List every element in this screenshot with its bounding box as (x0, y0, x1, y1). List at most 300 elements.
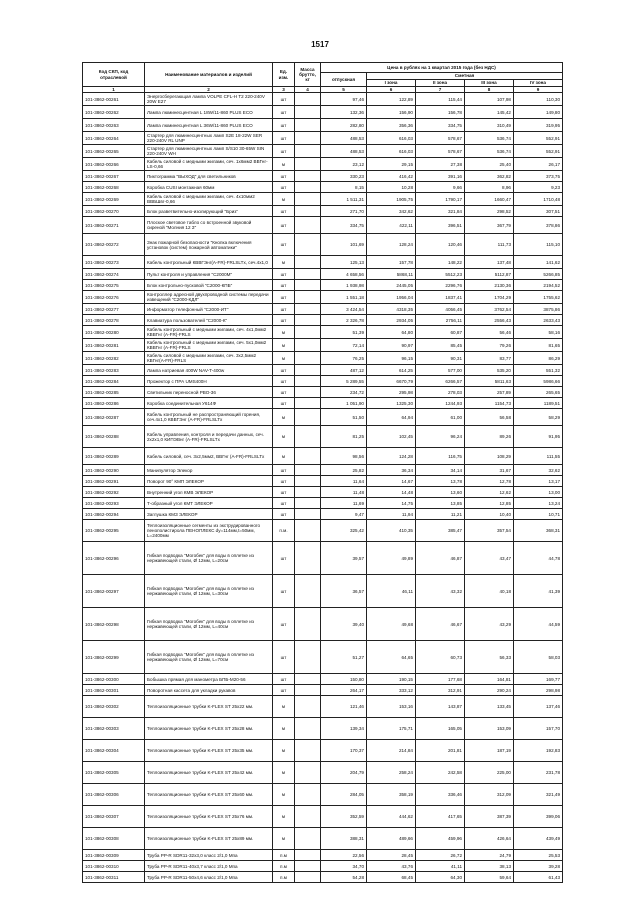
zone-4-price: 13,17 (514, 476, 563, 487)
release-price: 170,37 (321, 740, 367, 762)
table-row (83, 206, 563, 217)
zone-2-price: 34,14 (416, 465, 465, 476)
item-code: 101-3862-00292 (83, 487, 145, 498)
item-mass (295, 641, 321, 674)
column-number: 5 (321, 87, 367, 93)
item-code: 101-3862-00306 (83, 784, 145, 806)
zone-4-price: 137,46 (514, 696, 563, 718)
zone-2-price: 2756,11 (416, 315, 465, 326)
item-name: Блок разветвительно-изолирующий "Бриз" (145, 206, 273, 217)
item-unit: м (273, 193, 295, 206)
item-name: Теплоизоляционные трубки K-FLEX ST 25х76 мм. (145, 806, 273, 828)
header-release-price: отпускная (321, 73, 367, 87)
item-unit: шт (273, 641, 295, 674)
release-price: 150,80 (321, 674, 367, 685)
table-row (83, 509, 563, 520)
item-code: 101-3862-00290 (83, 465, 145, 476)
zone-4-price: 399,06 (514, 806, 563, 828)
zone-3-price: 310,49 (465, 119, 514, 132)
zone-4-price: 439,49 (514, 828, 563, 850)
item-name: Лампа люминесцентная L 36W/11-860 PLUS ECO (145, 119, 273, 132)
zone-2-price: 391,16 (416, 171, 465, 182)
column-number: 7 (416, 87, 465, 93)
zone-4-price: 169,77 (514, 674, 563, 685)
zone-3-price: 257,89 (465, 387, 514, 398)
table-row (83, 93, 563, 106)
item-mass (295, 487, 321, 498)
item-code: 101-3862-00278 (83, 315, 145, 326)
zone-3-price: 2556,43 (465, 315, 514, 326)
zone-2-price: 156,78 (416, 106, 465, 119)
header-zone-1: I зона (367, 80, 416, 87)
release-price: 5 289,55 (321, 376, 367, 387)
zone-2-price: 2296,76 (416, 280, 465, 291)
zone-2-price: 1837,41 (416, 291, 465, 304)
zone-3-price: 298,52 (465, 206, 514, 217)
zone-3-price: 12,85 (465, 498, 514, 509)
item-mass (295, 608, 321, 641)
item-mass (295, 685, 321, 696)
zone-2-price: 417,65 (416, 806, 465, 828)
item-mass (295, 145, 321, 158)
item-code: 101-3862-00270 (83, 206, 145, 217)
item-mass (295, 326, 321, 339)
zone-1-price: 124,28 (367, 448, 416, 465)
zone-2-price: 177,68 (416, 674, 465, 685)
release-price: 284,05 (321, 784, 367, 806)
zone-3-price: 107,98 (465, 93, 514, 106)
item-mass (295, 448, 321, 465)
release-price: 1 511,31 (321, 193, 367, 206)
release-price: 11,69 (321, 498, 367, 509)
release-price: 488,53 (321, 132, 367, 145)
release-price: 388,31 (321, 828, 367, 850)
zone-1-price: 2934,05 (367, 315, 416, 326)
zone-4-price: 157,70 (514, 718, 563, 740)
zone-3-price: 25,40 (465, 158, 514, 171)
zone-3-price: 145,42 (465, 106, 514, 119)
release-price: 54,28 (321, 872, 367, 883)
header-name: Наименование материалов и изделий (145, 63, 273, 87)
release-price: 139,34 (321, 718, 367, 740)
item-mass (295, 520, 321, 542)
item-unit: м (273, 158, 295, 171)
item-name: Светильник переносной РВО-36 (145, 387, 273, 398)
zone-1-price: 6670,79 (367, 376, 416, 387)
item-mass (295, 409, 321, 426)
item-code: 101-3862-00301 (83, 685, 145, 696)
item-mass (295, 376, 321, 387)
item-name: Знак пожарной безопасности "Кнопка включения установок (систем) пожарной автоматики" (145, 234, 273, 256)
item-name: Труба PP-R SDR11-40х3,7 класс 2/1,0 Мпа (145, 861, 273, 872)
zone-4-price: 551,32 (514, 365, 563, 376)
item-mass (295, 784, 321, 806)
zone-2-price: 336,46 (416, 784, 465, 806)
zone-2-price: 578,67 (416, 132, 465, 145)
zone-3-price: 83,77 (465, 352, 514, 365)
zone-1-price: 49,89 (367, 542, 416, 575)
item-unit: шт (273, 387, 295, 398)
zone-4-price: 26,17 (514, 158, 563, 171)
release-price: 121,46 (321, 696, 367, 718)
item-code: 101-3862-00282 (83, 352, 145, 365)
zone-2-price: 385,47 (416, 520, 465, 542)
zone-1-price: 1325,30 (367, 398, 416, 409)
header-code: Код СКП, код отраслевой (83, 63, 145, 87)
table-row (83, 182, 563, 193)
release-price: 11,48 (321, 487, 367, 498)
zone-2-price: 278,03 (416, 387, 465, 398)
item-code: 101-3862-00310 (83, 861, 145, 872)
zone-2-price: 116,75 (416, 448, 465, 465)
zone-4-price: 373,75 (514, 171, 563, 182)
zone-2-price: 143,87 (416, 696, 465, 718)
zone-4-price: 1755,62 (514, 291, 563, 304)
zone-1-price: 153,16 (367, 696, 416, 718)
table-row (83, 398, 563, 409)
release-price: 4 658,56 (321, 269, 367, 280)
zone-3-price: 111,73 (465, 234, 514, 256)
zone-3-price: 187,19 (465, 740, 514, 762)
zone-1-price: 1956,04 (367, 291, 416, 304)
table-row (83, 542, 563, 575)
item-mass (295, 872, 321, 883)
zone-4-price: 10,71 (514, 509, 563, 520)
item-code: 101-3862-00280 (83, 326, 145, 339)
zone-4-price: 2633,43 (514, 315, 563, 326)
release-price: 11,64 (321, 476, 367, 487)
item-unit: м (273, 784, 295, 806)
release-price: 3 424,54 (321, 304, 367, 315)
zone-2-price: 201,81 (416, 740, 465, 762)
table-row (83, 476, 563, 487)
zone-3-price: 312,09 (465, 784, 514, 806)
item-name: Информатор телефонный "С2000-ИТ" (145, 304, 273, 315)
zone-2-price: 46,87 (416, 542, 465, 575)
zone-1-price: 43,76 (367, 861, 416, 872)
item-code: 101-3862-00286 (83, 398, 145, 409)
table-row (83, 326, 563, 339)
item-name: Поворотная кассета для укладки рукавов (145, 685, 273, 696)
zone-4-price: 86,29 (514, 352, 563, 365)
zone-2-price: 5512,23 (416, 269, 465, 280)
item-unit: шт (273, 171, 295, 182)
item-code: 101-3862-00272 (83, 234, 145, 256)
zone-4-price: 192,83 (514, 740, 563, 762)
item-code: 101-3862-00265 (83, 145, 145, 158)
item-unit: шт (273, 465, 295, 476)
item-name: Блок контрольно-пусковой "С2000-КПБ" (145, 280, 273, 291)
zone-1-price: 356,36 (367, 119, 416, 132)
release-price: 25,82 (321, 465, 367, 476)
zone-4-price: 32,62 (514, 465, 563, 476)
zone-4-price: 149,80 (514, 106, 563, 119)
item-unit: шт (273, 487, 295, 498)
item-name: Стартер для люминесцентных ламп S2E 18-22W SER 220-240V RL UNP (145, 132, 273, 145)
zone-4-price: 5986,66 (514, 376, 563, 387)
zone-4-price: 321,49 (514, 784, 563, 806)
item-unit: шт (273, 145, 295, 158)
zone-3-price: 387,39 (465, 806, 514, 828)
item-code: 101-3862-00308 (83, 828, 145, 850)
zone-1-price: 36,34 (367, 465, 416, 476)
item-mass (295, 465, 321, 476)
zone-4-price: 1189,51 (514, 398, 563, 409)
table-row (83, 608, 563, 641)
zone-3-price: 133,45 (465, 696, 514, 718)
item-unit: м (273, 718, 295, 740)
item-unit: м (273, 828, 295, 850)
item-name: Кабель силовой с медными жилами, сеч. 4х10мм2 ВВБШвг-0,66 (145, 193, 273, 206)
item-name: Теплоизоляционные сегменты из экструдированного пенополистирола ПЕНОПЛЕКС dy=114мм,t=50мм, L=2400мм (145, 520, 273, 542)
release-price: 98,56 (321, 448, 367, 465)
table-row (83, 193, 563, 206)
zone-3-price: 59,64 (465, 872, 514, 883)
item-name: Кабель силовой с медными жилами, сеч. 1х6мм2 ВВГнг-LS-0,66 (145, 158, 273, 171)
item-mass (295, 93, 321, 106)
table-row (83, 872, 563, 883)
item-code: 101-3862-00266 (83, 158, 145, 171)
item-code: 101-3862-00288 (83, 426, 145, 448)
zone-1-price: 46,11 (367, 575, 416, 608)
zone-2-price: 6266,57 (416, 376, 465, 387)
item-mass (295, 718, 321, 740)
item-name: Кабель контрольный КВВГЭнг(А-FR)-FRLSLTx, сеч.4х1,0 (145, 256, 273, 269)
item-mass (295, 387, 321, 398)
item-mass (295, 304, 321, 315)
zone-2-price: 26,72 (416, 850, 465, 861)
zone-1-price: 64,94 (367, 409, 416, 426)
item-mass (295, 269, 321, 280)
zone-4-price: 61,43 (514, 872, 563, 883)
item-code: 101-3862-00261 (83, 93, 145, 106)
item-name: Контроллер адресной двухпроводной системы передачи извещений "С2000-КДЛ" (145, 291, 273, 304)
table-row (83, 784, 563, 806)
header-zone-4: IV зона (514, 80, 563, 87)
item-mass (295, 426, 321, 448)
table-row (83, 641, 563, 674)
zone-3-price: 31,67 (465, 465, 514, 476)
zone-2-price: 90,31 (416, 352, 465, 365)
zone-1-price: 416,42 (367, 171, 416, 182)
zone-4-price: 378,86 (514, 217, 563, 234)
release-price: 234,72 (321, 387, 367, 398)
item-name: Теплоизоляционные трубки K-FLEX ST 25х89 мм. (145, 828, 273, 850)
item-unit: шт (273, 685, 295, 696)
release-price: 271,70 (321, 206, 367, 217)
item-name: Заглушка КМЗ ЭЛЕКОР (145, 509, 273, 520)
item-name: Прожектор с ПРА UMS400H (145, 376, 273, 387)
table-row (83, 850, 563, 861)
zone-1-price: 14,75 (367, 498, 416, 509)
zone-1-price: 214,84 (367, 740, 416, 762)
zone-2-price: 396,51 (416, 217, 465, 234)
item-name: Внутренний угол КМВ ЭЛЕКОР (145, 487, 273, 498)
zone-3-price: 164,81 (465, 674, 514, 685)
header-zone-3: III зона (465, 80, 514, 87)
header-estimate-price: Сметная (367, 73, 563, 80)
item-unit: м (273, 256, 295, 269)
zone-1-price: 342,62 (367, 206, 416, 217)
table-row (83, 387, 563, 398)
zone-1-price: 14,67 (367, 476, 416, 487)
release-price: 76,25 (321, 352, 367, 365)
item-unit: шт (273, 608, 295, 641)
item-unit: шт (273, 280, 295, 291)
item-code: 101-3862-00299 (83, 641, 145, 674)
item-mass (295, 352, 321, 365)
release-price: 51,50 (321, 409, 367, 426)
release-price: 1 551,18 (321, 291, 367, 304)
zone-1-price: 444,62 (367, 806, 416, 828)
item-code: 101-3862-00287 (83, 409, 145, 426)
item-name: Манипулятор Элекор (145, 465, 273, 476)
table-row (83, 365, 563, 376)
table-row (83, 718, 563, 740)
item-code: 101-3862-00273 (83, 256, 145, 269)
zone-3-price: 3762,54 (465, 304, 514, 315)
item-mass (295, 498, 321, 509)
zone-4-price: 81,65 (514, 339, 563, 352)
item-name: Пиктограмма "ВЫХОД" для светильников (145, 171, 273, 182)
item-unit: п.м (273, 872, 295, 883)
zone-1-price: 333,12 (367, 685, 416, 696)
zone-2-price: 1244,93 (416, 398, 465, 409)
zone-3-price: 56,46 (465, 326, 514, 339)
item-code: 101-3862-00289 (83, 448, 145, 465)
item-unit: м (273, 352, 295, 365)
release-price: 34,70 (321, 861, 367, 872)
table-row (83, 304, 563, 315)
zone-2-price: 120,46 (416, 234, 465, 256)
zone-2-price: 1790,17 (416, 193, 465, 206)
zone-4-price: 552,91 (514, 145, 563, 158)
zone-3-price: 426,64 (465, 828, 514, 850)
item-unit: шт (273, 106, 295, 119)
table-row (83, 696, 563, 718)
zone-2-price: 577,00 (416, 365, 465, 376)
item-unit: шт (273, 132, 295, 145)
item-name: Стартер для люминесцентных ламп S/S10 30-65W SIN 220-240V WH (145, 145, 273, 158)
release-price: 488,53 (321, 145, 367, 158)
zone-4-price: 110,30 (514, 93, 563, 106)
table-row (83, 106, 563, 119)
item-unit: шт (273, 234, 295, 256)
release-price: 9,47 (321, 509, 367, 520)
zone-1-price: 616,03 (367, 132, 416, 145)
zone-1-price: 410,35 (367, 520, 416, 542)
zone-2-price: 64,30 (416, 872, 465, 883)
table-row (83, 234, 563, 256)
zone-1-price: 49,68 (367, 608, 416, 641)
item-name: Кабель управления, контроля и передачи данных, сеч. 2х2х1,0 КИПЭВнг (А-FR)-FRLSLTx (145, 426, 273, 448)
zone-4-price: 231,78 (514, 762, 563, 784)
item-mass (295, 106, 321, 119)
table-row (83, 498, 563, 509)
release-price: 1 938,98 (321, 280, 367, 291)
item-code: 101-3862-00297 (83, 575, 145, 608)
column-number: 1 (83, 87, 145, 93)
item-mass (295, 280, 321, 291)
zone-4-price: 307,51 (514, 206, 563, 217)
table-row (83, 145, 563, 158)
release-price: 51,39 (321, 326, 367, 339)
table-row (83, 575, 563, 608)
zone-1-price: 28,45 (367, 850, 416, 861)
item-name: Кабель контрольный с медными жилами, сеч. 4х1,0мм2 КВВГнг (А-FR)-FRLS (145, 326, 273, 339)
zone-3-price: 56,58 (465, 409, 514, 426)
item-mass (295, 398, 321, 409)
zone-3-price: 24,79 (465, 850, 514, 861)
item-mass (295, 509, 321, 520)
column-number: 4 (295, 87, 321, 93)
table-row (83, 861, 563, 872)
item-mass (295, 365, 321, 376)
zone-3-price: 1154,73 (465, 398, 514, 409)
zone-3-price: 357,54 (465, 520, 514, 542)
item-code: 101-3862-00262 (83, 106, 145, 119)
item-mass (295, 217, 321, 234)
release-price: 39,57 (321, 542, 367, 575)
table-row (83, 256, 563, 269)
zone-2-price: 61,00 (416, 409, 465, 426)
item-unit: м (273, 806, 295, 828)
zone-2-price: 11,21 (416, 509, 465, 520)
item-unit: м (273, 762, 295, 784)
zone-4-price: 13,00 (514, 487, 563, 498)
item-unit: шт (273, 376, 295, 387)
release-price: 8,15 (321, 182, 367, 193)
zone-1-price: 90,97 (367, 339, 416, 352)
item-name: Энергосберегающая лампа VOLPE CFL-H T2 220-240V 20W E27 (145, 93, 273, 106)
item-mass (295, 291, 321, 304)
column-number: 9 (514, 87, 563, 93)
table-row (83, 352, 563, 365)
zone-4-price: 91,95 (514, 426, 563, 448)
item-mass (295, 575, 321, 608)
release-price: 125,13 (321, 256, 367, 269)
zone-1-price: 29,15 (367, 158, 416, 171)
zone-3-price: 89,26 (465, 426, 514, 448)
zone-2-price: 43,32 (416, 575, 465, 608)
zone-2-price: 321,84 (416, 206, 465, 217)
zone-2-price: 334,75 (416, 119, 465, 132)
item-mass (295, 132, 321, 145)
zone-1-price: 489,66 (367, 828, 416, 850)
item-unit: шт (273, 291, 295, 304)
zone-3-price: 43,29 (465, 608, 514, 641)
zone-4-price: 58,03 (514, 641, 563, 674)
zone-1-price: 190,15 (367, 674, 416, 685)
zone-4-price: 5266,85 (514, 269, 563, 280)
item-name: Кабель контрольный с медными жилами, сеч. 5х1,0мм2 КВВГнг (А-FR)-FRLS (145, 339, 273, 352)
release-price: 282,80 (321, 119, 367, 132)
zone-1-price: 156,90 (367, 106, 416, 119)
zone-4-price: 2194,52 (514, 280, 563, 291)
column-number: 3 (273, 87, 295, 93)
item-code: 101-3862-00293 (83, 498, 145, 509)
table-row (83, 291, 563, 304)
zone-4-price: 298,98 (514, 685, 563, 696)
table-row (83, 448, 563, 465)
item-mass (295, 206, 321, 217)
release-price: 36,57 (321, 575, 367, 608)
item-name: Лампа натриевая 400W NAV-T-400w (145, 365, 273, 376)
item-unit: м (273, 448, 295, 465)
item-name: Коробка соединительная У614Ф (145, 398, 273, 409)
zone-1-price: 10,28 (367, 182, 416, 193)
release-price: 132,36 (321, 106, 367, 119)
